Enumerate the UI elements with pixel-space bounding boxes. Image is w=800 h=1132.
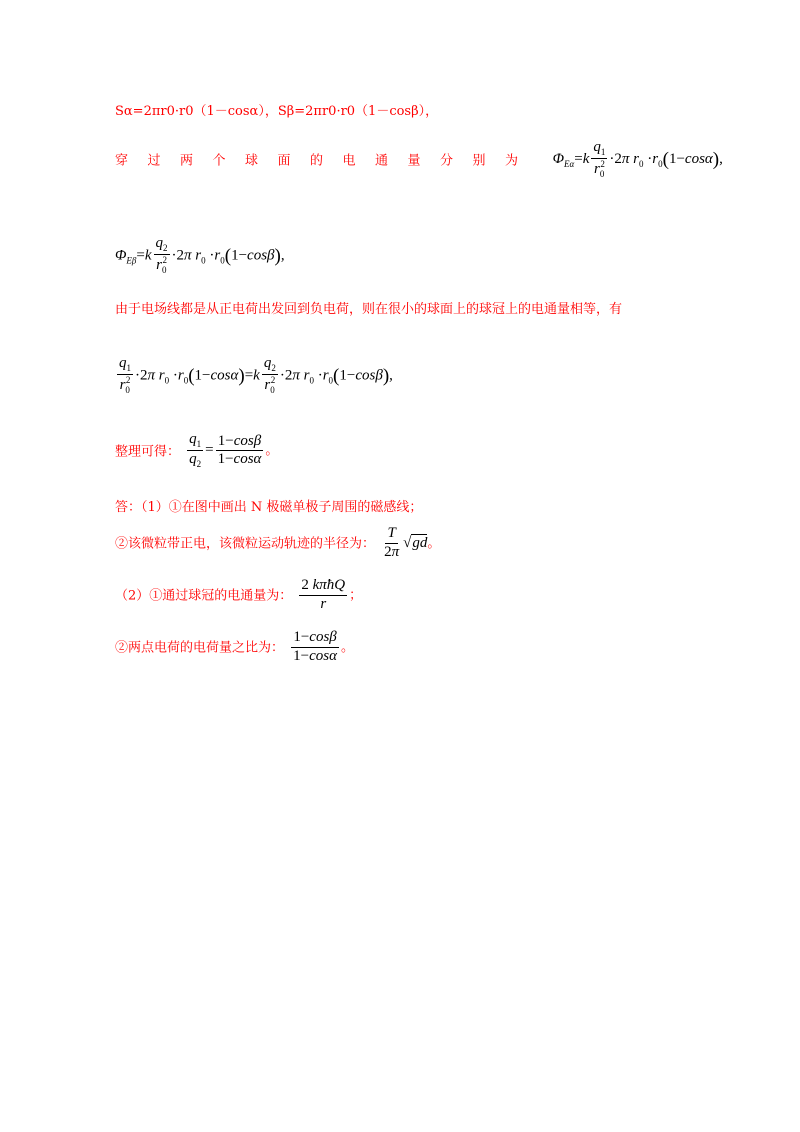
answer-radius [115,526,440,561]
equal-flux-statement [115,298,622,317]
answer-ratio [115,630,354,665]
answer-ratio-formula: $\frac{1-\cos\beta}{1-\cos\alpha}$ 。 [293,629,354,664]
result-label: 整理可得： [115,444,181,460]
answer-radius-formula: $\frac{T}{2\pi}$ √gd。 [384,525,441,560]
answer-part1 [115,496,422,515]
answer-flux [115,578,362,613]
flux-beta-formula: $\Phi_{E\beta}=k$ $\frac{q_2}{r_0^2}$ ·2π $r_0 \cdot r_0(1-\cos\beta)$, [115,235,285,276]
area-formulas-text: Sα=2πr0·r0（1－cosα），Sβ=2πr0·r0（1－cosβ）， [115,104,439,119]
flux-line-alpha [115,140,723,180]
result-formula: $\frac{q_1}{q_2}$ = $\frac{1-\cos\beta}{1-\cos\alpha}$ 。 [189,431,279,470]
equal-flux-text: 由于电场线都是从正电荷出发回到负电荷，则在很小的球面上的球冠上的电通量相等，有 [115,302,623,317]
result-line [115,432,278,470]
answer-flux-label: （2）①通过球冠的电通量为： [115,588,293,604]
answer-part1-text: 答：（1）①在图中画出 N 极磁单极子周围的磁感线； [115,500,423,515]
flux-alpha-formula: $\Phi_{E\alpha}=k$ $\frac{q_1}{r_0^2}$ ·2π $r_0 \cdot r_0(1-\cos\alpha)$, [552,139,723,180]
equal-flux-formula: $\frac{q_1}{r_0^2}$ ·2π $r_0 \cdot r_0(1-\cos\alpha)=k$ $\frac{q_2}{r_0^2}$ ·2π $r_0 \cdot r_0(1-\cos\beta)$, [119,355,393,396]
flux-intro-text: 穿过两个球面的电通量分别为 [115,153,538,169]
answer-ratio-label: ②两点电荷的电荷量之比为： [115,640,285,656]
area-formulas [115,100,438,119]
answer-flux-formula: $\frac{\text{2 kπħQ}}{r}$ ； [301,577,363,612]
answer-radius-label: ②该微粒带正电，该微粒运动轨迹的半径为： [115,536,376,552]
